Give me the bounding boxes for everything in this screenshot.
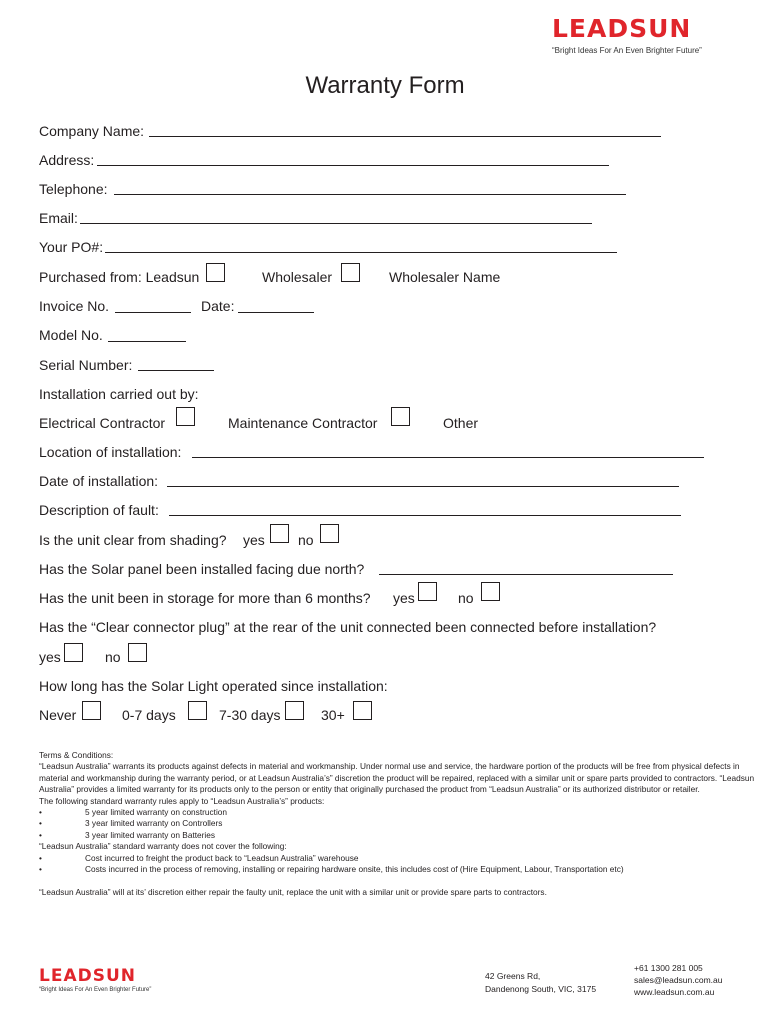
- other-label: Other: [443, 415, 479, 431]
- days-7-30-checkbox[interactable]: [285, 701, 304, 720]
- company-name-field[interactable]: [149, 136, 661, 137]
- operated-question: How long has the Solar Light operated since installation:: [39, 678, 388, 694]
- email-field[interactable]: [80, 223, 592, 224]
- purchased-from-label: Purchased from: Leadsun: [39, 269, 200, 285]
- terms-exclusion-item: • Costs incurred in the process of removing, installing or repairing hardware onsite, this includes cost of (Hire Equipment, Labour, Transportation etc): [39, 864, 624, 875]
- terms-paragraph: “Leadsun Australia” warrants its products against defects in material and workmanship. Under normal use and service, the hardware portion of the products will be free from physical defects in material and workmanship during the warranty period, or at Leadsun Australia’s” discretion the product will be repaired, replaced with a similar unit or spare parts provided to contractors. “Leadsun Australia” provides a limited warranty for its products only to the person or entity that originally purchased the product from “Leadsun Australia” or its authorized distributor or retailer.: [39, 761, 755, 795]
- date-label: Date:: [201, 298, 235, 314]
- electrical-contractor-checkbox[interactable]: [176, 407, 195, 426]
- maintenance-contractor-label: Maintenance Contractor: [228, 415, 378, 431]
- serial-number-label: Serial Number:: [39, 357, 133, 373]
- po-label: Your PO#:: [39, 239, 104, 255]
- terms-exclusion-item: • Cost incurred to freight the product back to “Leadsun Australia” warehouse: [39, 852, 359, 863]
- storage-yes-checkbox[interactable]: [418, 582, 437, 601]
- electrical-contractor-label: Electrical Contractor: [39, 415, 166, 431]
- storage-yes-label: yes: [393, 590, 415, 606]
- model-no-label: Model No.: [39, 327, 103, 343]
- invoice-no-label: Invoice No.: [39, 298, 110, 314]
- footer-tagline: “Bright Ideas For An Even Brighter Future”: [39, 987, 152, 993]
- footer-address: [485, 970, 596, 996]
- footer-email[interactable]: sales@leadsun.com.au: [634, 975, 723, 985]
- telephone-label: Telephone:: [39, 181, 108, 197]
- fault-description-label: Description of fault:: [39, 502, 159, 518]
- company-name-label: Company Name:: [39, 123, 145, 139]
- storage-no-checkbox[interactable]: [481, 582, 500, 601]
- date-field[interactable]: [238, 312, 314, 313]
- days-30-plus-checkbox[interactable]: [353, 701, 372, 720]
- installation-date-label: Date of installation:: [39, 473, 159, 489]
- footer-address-line1: 42 Greens Rd,: [485, 971, 541, 981]
- shading-yes-label: yes: [243, 532, 265, 548]
- days-0-7-checkbox[interactable]: [188, 701, 207, 720]
- wholesaler-label: Wholesaler: [262, 269, 333, 285]
- days-0-7-label: 0-7 days: [122, 707, 176, 723]
- storage-no-label: no: [458, 590, 474, 606]
- serial-number-field[interactable]: [138, 370, 214, 371]
- wholesaler-name-label: Wholesaler Name: [389, 269, 501, 285]
- terms-section: [39, 750, 759, 899]
- terms-rule-item: • 3 year limited warranty on Controllers: [39, 818, 223, 829]
- invoice-no-field[interactable]: [115, 312, 191, 313]
- terms-rule-item: • 3 year limited warranty on Batteries: [39, 829, 216, 840]
- terms-exclusions-intro: “Leadsun Australia” standard warranty does not cover the following:: [39, 841, 287, 852]
- installation-date-field[interactable]: [167, 486, 679, 487]
- address-label: Address:: [39, 152, 95, 168]
- model-no-field[interactable]: [108, 341, 186, 342]
- shading-yes-checkbox[interactable]: [270, 524, 289, 543]
- connector-no-label: no: [105, 649, 121, 665]
- terms-rule-item: • 5 year limited warranty on construction: [39, 807, 228, 818]
- shading-question: Is the unit clear from shading?: [39, 532, 227, 548]
- footer-address-line2: Dandenong South, VIC, 3175: [485, 984, 597, 994]
- telephone-field[interactable]: [114, 194, 626, 195]
- shading-no-label: no: [298, 532, 314, 548]
- shading-no-checkbox[interactable]: [320, 524, 339, 543]
- po-field[interactable]: [105, 252, 617, 253]
- storage-question: Has the unit been in storage for more than 6 months?: [39, 590, 371, 606]
- connector-yes-checkbox[interactable]: [64, 643, 83, 662]
- days-30-plus-label: 30+: [321, 707, 345, 723]
- location-label: Location of installation:: [39, 444, 182, 460]
- terms-rules-intro: The following standard warranty rules apply to “Leadsun Australia’s” products:: [39, 795, 325, 806]
- footer-logo: LEADSUN: [39, 966, 136, 986]
- days-7-30-label: 7-30 days: [219, 707, 281, 723]
- wholesaler-checkbox[interactable]: [341, 263, 360, 282]
- fault-description-field[interactable]: [169, 515, 681, 516]
- leadsun-checkbox[interactable]: [206, 263, 225, 282]
- location-field[interactable]: [192, 457, 704, 458]
- connector-question: Has the “Clear connector plug” at the rear of the unit connected been connected before installation?: [39, 619, 657, 635]
- address-field[interactable]: [97, 165, 609, 166]
- terms-closing: “Leadsun Australia” will at its’ discretion either repair the faulty unit, replace the unit with a similar unit or provide spare parts to contractors.: [39, 887, 547, 898]
- connector-yes-label: yes: [39, 649, 61, 665]
- leadsun-logo: LEADSUN: [552, 14, 692, 43]
- never-checkbox[interactable]: [82, 701, 101, 720]
- connector-no-checkbox[interactable]: [128, 643, 147, 662]
- footer-contact: [634, 962, 722, 998]
- terms-heading: Terms & Conditions:: [39, 750, 114, 760]
- maintenance-contractor-checkbox[interactable]: [391, 407, 410, 426]
- tagline: “Bright Ideas For An Even Brighter Future”: [552, 46, 702, 55]
- page-title: Warranty Form: [305, 72, 465, 99]
- installation-by-label: Installation carried out by:: [39, 386, 199, 402]
- never-label: Never: [39, 707, 77, 723]
- north-question: Has the Solar panel been installed facing due north?: [39, 561, 365, 577]
- footer-website[interactable]: www.leadsun.com.au: [634, 987, 715, 997]
- footer-phone: +61 1300 281 005: [634, 963, 703, 973]
- north-field[interactable]: [379, 574, 673, 575]
- email-label: Email:: [39, 210, 78, 226]
